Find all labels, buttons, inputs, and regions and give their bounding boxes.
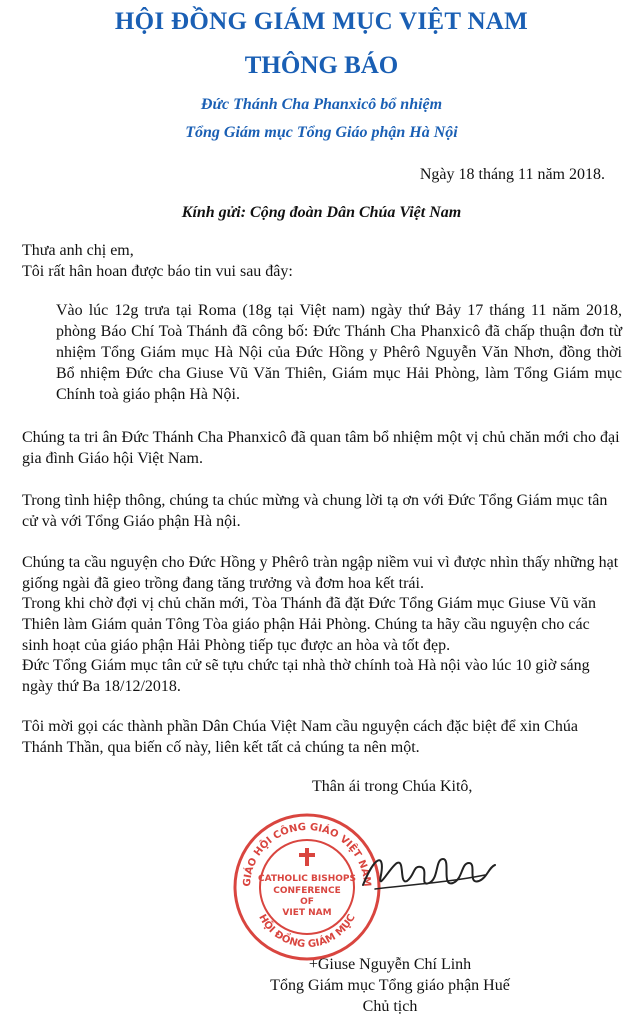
signatory-name: +Giuse Nguyễn Chí Linh xyxy=(308,956,472,973)
signatory-role: Chủ tịch xyxy=(362,998,418,1015)
seal-center-line-2: CONFERENCE xyxy=(273,886,341,896)
signatory-title: Tổng Giám mục Tổng giáo phận Huế xyxy=(270,977,510,994)
letter-date: Ngày 18 tháng 11 năm 2018. xyxy=(419,166,605,183)
organization-title: HỘI ĐỒNG GIÁM MỤC VIỆT NAM xyxy=(114,8,529,35)
signatory-block xyxy=(240,954,540,1017)
seal-center-line-1: CATHOLIC BISHOPS xyxy=(258,874,356,884)
subtitle-line-1: Đức Thánh Cha Phanxicô bổ nhiệm xyxy=(200,96,443,113)
seal-center-line-3: OF xyxy=(300,897,314,907)
cross-icon xyxy=(299,848,315,866)
handwritten-signature xyxy=(355,845,505,905)
greeting xyxy=(22,240,620,282)
salutation: Kính gửi: Cộng đoàn Dân Chúa Việt Nam xyxy=(181,204,462,221)
seal-ring-text-bottom: HỘI ĐỒNG GIÁM MỤC xyxy=(256,912,358,951)
greeting-line-1: Thưa anh chị em, xyxy=(22,242,134,259)
paragraph-gratitude: Chúng ta tri ân Đức Thánh Cha Phanxicô đã quan tâm bổ nhiệm một vị chủ chăn mới cho đại gia đình Giáo hội Việt Nam. xyxy=(22,429,620,467)
seal-center-line-4: VIET NAM xyxy=(282,908,332,918)
closing-line: Thân ái trong Chúa Kitô, xyxy=(312,778,473,795)
notice-title: THÔNG BÁO xyxy=(244,52,399,79)
paragraph-apostolic-administrator: Trong khi chờ đợi vị chủ chăn mới, Tòa Thánh đã đặt Đức Tổng Giám mục Giuse Vũ văn Thiên làm Giám quản Tông Tòa giáo phận Hải Phòng. Chúng ta hãy cầu nguyện cho các sinh hoạt của giáo phận Hải Phòng tiếp tục được an hòa và tốt đẹp. xyxy=(22,595,596,654)
paragraph-congratulations: Trong tình hiệp thông, chúng ta chúc mừng và chung lời tạ ơn với Đức Tổng Giám mục tân cử và với Tổng Giáo phận Hà nội. xyxy=(22,492,608,530)
seal-ring-text-top: GIÁO HỘI CÔNG GIÁO VIỆT NAM xyxy=(241,821,373,888)
paragraph-installation: Đức Tổng Giám mục tân cử sẽ tựu chức tại nhà thờ chính toà Hà nội vào lúc 10 giờ sáng ngày thứ Ba 18/12/2018. xyxy=(22,657,590,695)
greeting-line-2: Tôi rất hân hoan được báo tin vui sau đây: xyxy=(22,263,293,280)
paragraph-invitation: Tôi mời gọi các thành phần Dân Chúa Việt Nam cầu nguyện cách đặc biệt để xin Chúa Thánh Thần, qua biến cố này, liên kết tất cả chúng ta nên một. xyxy=(22,718,578,756)
announcement-paragraph: Vào lúc 12g trưa tại Roma (18g tại Việt nam) ngày thứ Bảy 17 tháng 11 năm 2018, phòng Báo Chí Toà Thánh đã công bố: Đức Thánh Cha Phanxicô đã chấp thuận đơn từ nhiệm Tổng Giám mục Hà Nội của Đức Hồng y Phêrô Nguyễn Văn Nhơn, đồng thời Bổ nhiệm Đức cha Giuse Vũ Văn Thiên, Giám mục Hải Phòng, làm Tổng Giám mục Chính toà giáo phận Hà Nội. xyxy=(56,302,622,403)
subtitle-line-2: Tổng Giám mục Tổng Giáo phận Hà Nội xyxy=(185,124,458,141)
paragraph-prayer-cardinal: Chúng ta cầu nguyện cho Đức Hồng y Phêrô tràn ngập niềm vui vì được nhìn thấy những hạt giống ngài đã gieo trồng đang tăng trưởng và đơm hoa kết trái. xyxy=(22,554,619,592)
